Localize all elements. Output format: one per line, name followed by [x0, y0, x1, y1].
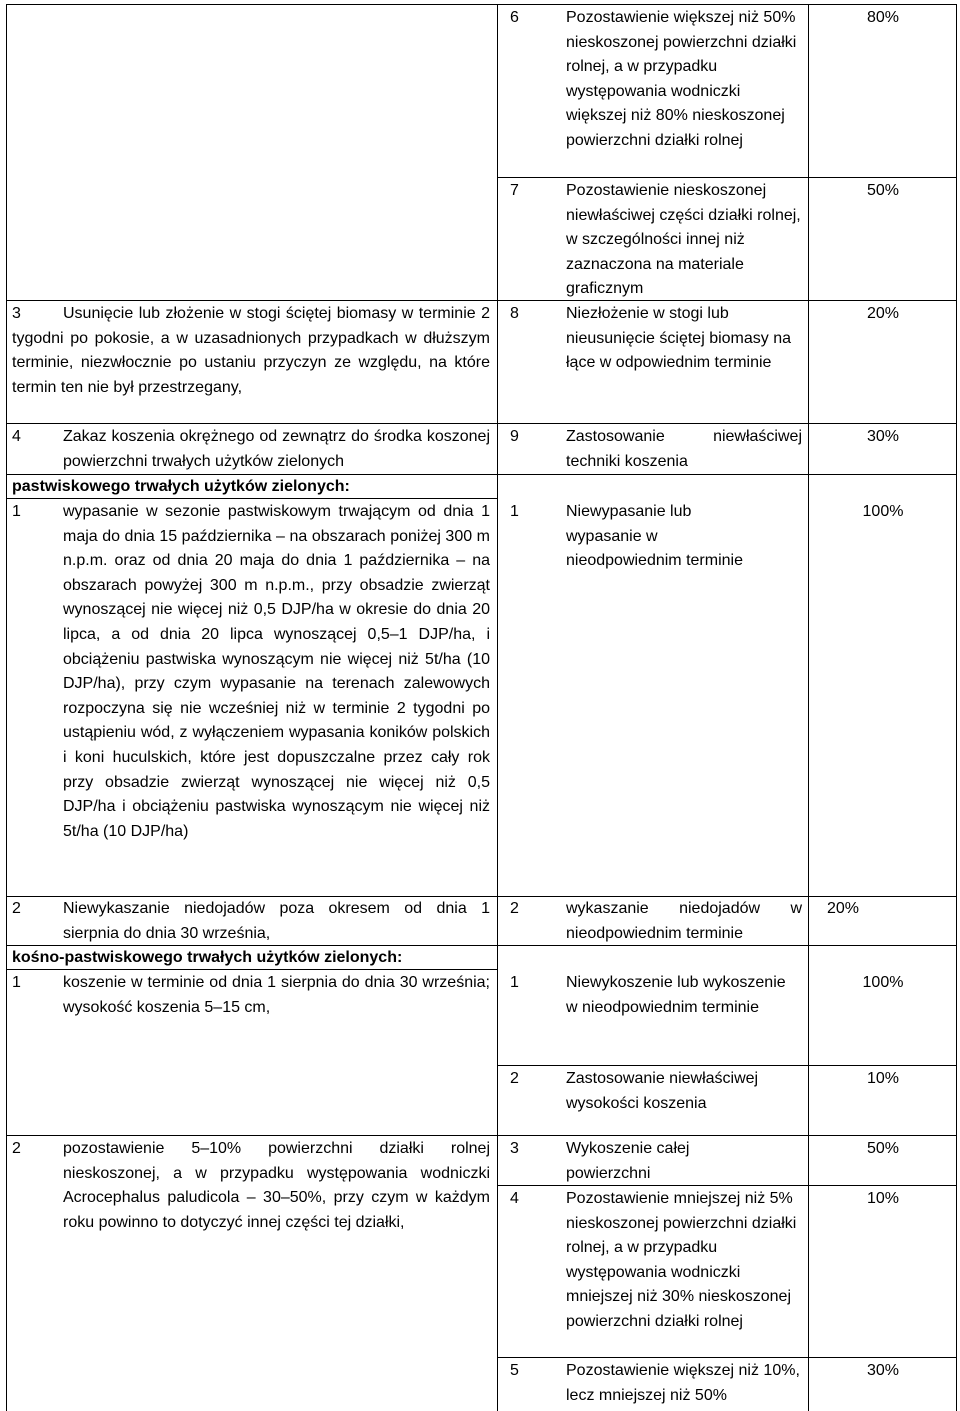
violation-text: Niezłożenie w stogi lub nieusunięcie ściętej biomasy na łące w odpowiednim terminie	[566, 305, 792, 372]
row-number: 7	[510, 182, 519, 199]
row-line	[6, 423, 957, 424]
row-number: 4	[12, 428, 21, 445]
column-divider-1	[497, 4, 498, 1411]
row-number: 2	[510, 900, 519, 917]
row-line-top	[6, 4, 957, 5]
requirement-text: pozostawienie 5–10% powierzchni działki rolnej nieskoszonej, a w przypadku występowania wodniczki Acrocephalus paludicola – 30–50%, przy czym w każdym roku powinno to dotyczyć innej części tej działki,	[63, 1140, 490, 1231]
row-line	[6, 1135, 957, 1136]
row-number: 2	[510, 1070, 519, 1087]
sanction-percent: 10%	[866, 1190, 900, 1207]
violation-text: Zastosowanie niewłaściwej wysokości koszenia	[566, 1070, 759, 1112]
sanction-percent: 80%	[866, 9, 900, 26]
sanction-percent: 30%	[866, 428, 900, 445]
row-number: 6	[510, 9, 519, 26]
sanction-percent: 50%	[866, 182, 900, 199]
violation-text: wykaszanie niedojadów w nieodpowiednim terminie	[566, 900, 802, 942]
sanction-percent: 100%	[862, 503, 904, 520]
row-number: 4	[510, 1190, 519, 1207]
row-number: 3	[12, 305, 21, 322]
violation-text: Wykoszenie całej powierzchni	[566, 1140, 690, 1182]
violation-text: Pozostawienie nieskoszonej niewłaściwej części działki rolnej, w szczególności innej niż zaznaczona na materiale graficznym	[566, 182, 801, 298]
sanction-percent: 50%	[866, 1140, 900, 1157]
row-number: 1	[12, 503, 21, 520]
requirement-text: Niewykaszanie niedojadów poza okresem od dnia 1 sierpnia do dnia 30 września,	[63, 900, 490, 942]
row-number: 8	[510, 305, 519, 322]
row-number: 9	[510, 428, 519, 445]
violation-text: Zastosowanie niewłaściwej techniki koszenia	[566, 428, 802, 470]
section-header-pastwiskowy: pastwiskowego trwałych użytków zielonych:	[12, 478, 350, 495]
requirement-text: Zakaz koszenia okrężnego od zewnątrz do środka koszonej powierzchni trwałych użytków zielonych	[63, 428, 490, 470]
requirement-text: Usunięcie lub złożenie w stogi ściętej biomasy w terminie 2 tygodni po pokosie, a w uzasadnionych przypadkach w dłuższym terminie, niezwłocznie po ustaniu przyczyn ze względu, na które termin ten nie był przestrzegany,	[12, 305, 490, 396]
row-line	[497, 1357, 957, 1358]
violation-text: Niewykoszenie lub wykoszenie w nieodpowiednim terminie	[566, 974, 786, 1016]
row-number: 2	[12, 900, 21, 917]
requirement-text: koszenie w terminie od dnia 1 sierpnia do dnia 30 września; wysokość koszenia 5–15 cm,	[63, 974, 490, 1016]
table-border-left	[6, 4, 7, 1411]
sanction-percent: 20%	[826, 900, 860, 917]
sanction-percent: 10%	[866, 1070, 900, 1087]
sanction-percent: 20%	[866, 305, 900, 322]
row-line	[497, 1065, 957, 1066]
requirement-text: wypasanie w sezonie pastwiskowym trwającym od dnia 1 maja do dnia 15 października – na obszarach poniżej 300 m n.p.m. oraz od dnia 20 maja do dnia 1 października – na obszarach powyżej 300 m n.p.m., przy obsadzie zwierząt wynoszącej nie więcej niż 0,5 DJP/ha w okresie do dnia 20 lipca, a od dnia 20 lipca wynoszącej 0,5–1 DJP/ha, i obciążeniu pastwiska wynoszącym nie więcej niż 5t/ha (10 DJP/ha), przy czym wypasanie na terenach zalewowych rozpoczyna się nie wcześniej niż w terminie 2 tygodni po ustąpieniu wód, z wyłączeniem wypasania koników polskich i koni huculskich, które jest dopuszczalne przez cały rok przy obsadzie zwierząt wynoszącej nie więcej niż 0,5 DJP/ha i obciążeniu pastwiska wynoszącym nie więcej niż 5t/ha (10 DJP/ha)	[63, 503, 490, 840]
violation-text: Niewypasanie lub wypasanie w nieodpowiednim terminie	[566, 503, 743, 570]
violation-text: Pozostawienie mniejszej niż 5% nieskoszonej powierzchni działki rolnej, a w przypadku występowania wodniczki mniejszej niż 30% nieskoszonej powierzchni działki rolnej	[566, 1190, 797, 1330]
row-number: 3	[510, 1140, 519, 1157]
row-number: 1	[510, 503, 519, 520]
section-header-kosno-pastwiskowy: kośno-pastwiskowego trwałych użytków zielonych:	[12, 949, 403, 966]
row-line	[6, 300, 957, 301]
violation-text: Pozostawienie większej niż 10%, lecz mniejszej niż 50%	[566, 1362, 800, 1404]
row-line	[497, 177, 957, 178]
row-number: 1	[12, 974, 21, 991]
row-number: 1	[510, 974, 519, 991]
violation-text: Pozostawienie większej niż 50% nieskoszonej powierzchni działki rolnej, a w przypadku występowania wodniczki większej niż 80% nieskoszonej powierzchni działki rolnej	[566, 9, 797, 149]
row-number: 5	[510, 1362, 519, 1379]
sanction-percent: 30%	[866, 1362, 900, 1379]
row-number: 2	[12, 1140, 21, 1157]
sanction-percent: 100%	[862, 974, 904, 991]
